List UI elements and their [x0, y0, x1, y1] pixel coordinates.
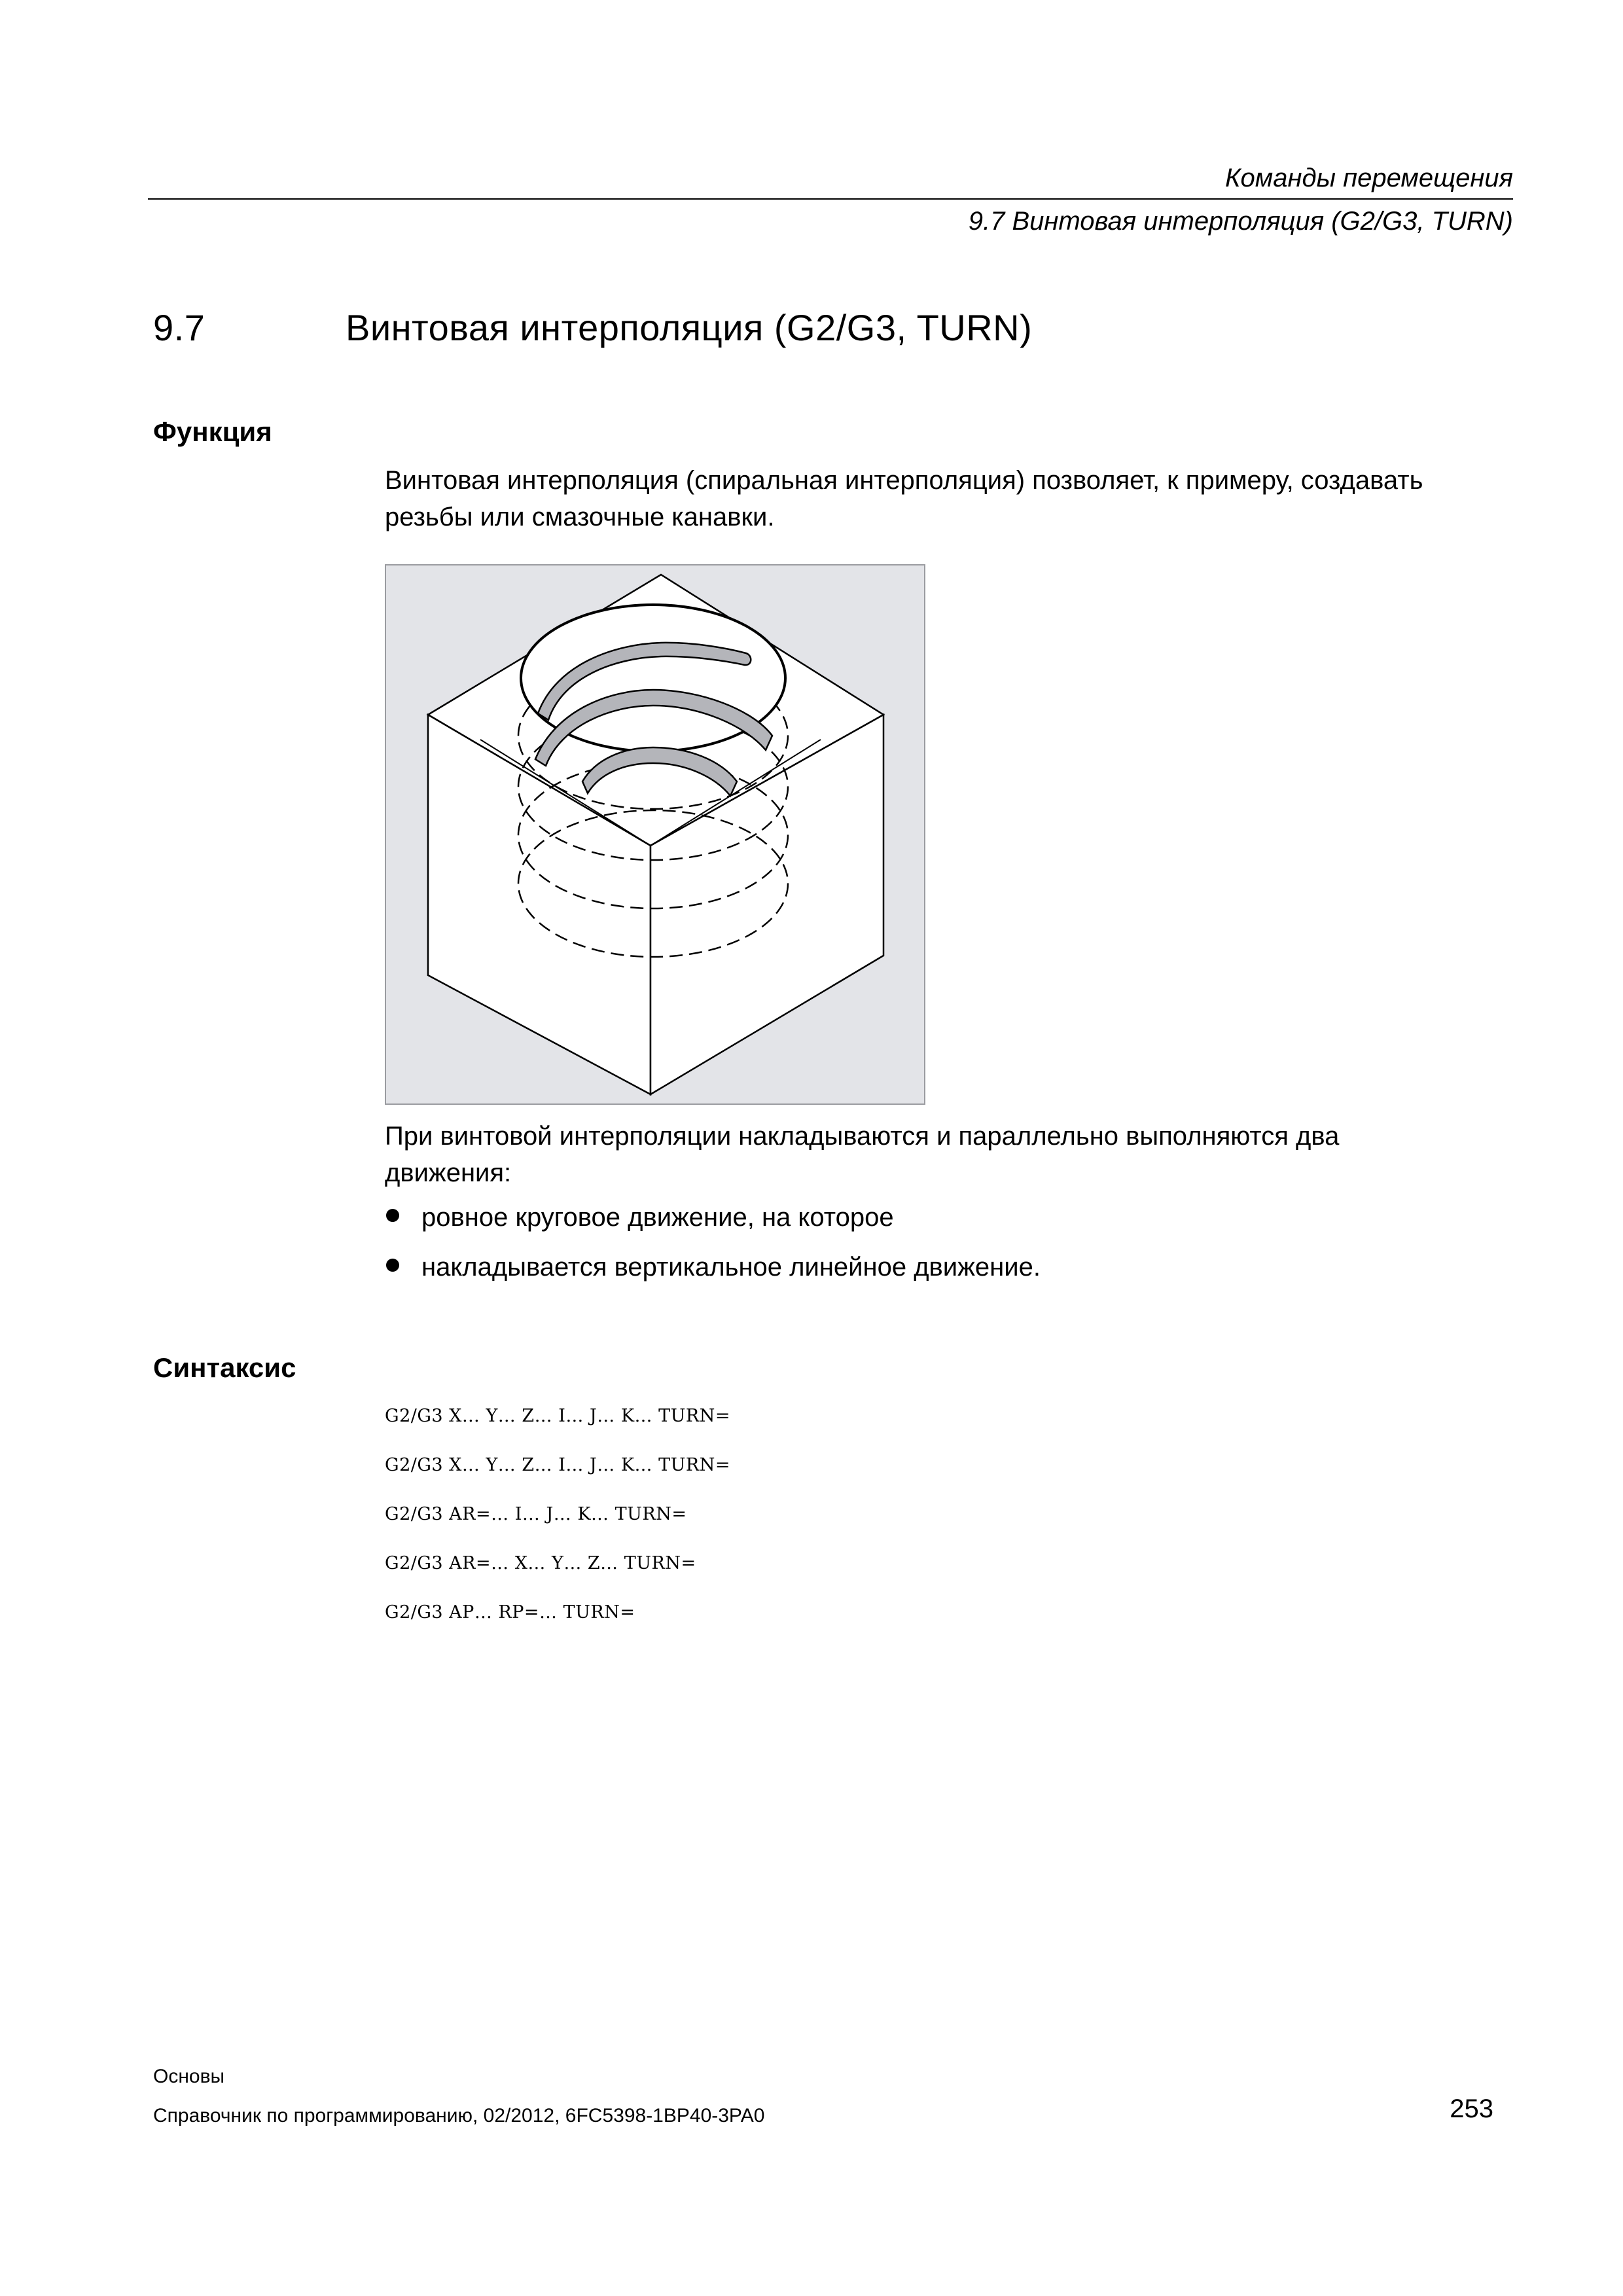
syntax-line: G2/G3 X… Y… Z… I… J… K… TURN= — [385, 1406, 730, 1426]
bullet-icon — [386, 1209, 399, 1222]
footer-doc-info: Справочник по программированию, 02/2012, 6FC5398-1BP40-3PA0 — [153, 2105, 765, 2126]
syntax-heading: Синтаксис — [153, 1352, 296, 1383]
list-item: накладывается вертикальное линейное движение. — [385, 1249, 1497, 1285]
function-heading: Функция — [153, 416, 272, 447]
footer-doc-type: Основы — [153, 2066, 225, 2087]
after-line-2: движения: — [385, 1158, 512, 1187]
syntax-line: G2/G3 AR=… I… J… K… TURN= — [385, 1504, 687, 1524]
section-title: Винтовая интерполяция (G2/G3, TURN) — [346, 307, 1033, 348]
function-intro — [385, 462, 1510, 535]
intro-line-2: резьбы или смазочные канавки. — [385, 503, 775, 531]
header-rule — [148, 198, 1513, 200]
section-number: 9.7 — [153, 307, 205, 348]
helix-figure — [385, 564, 925, 1105]
motion-list — [385, 1199, 1497, 1299]
syntax-line: G2/G3 AP… RP=… TURN= — [385, 1602, 635, 1623]
header-chapter: Команды перемещения — [1224, 164, 1513, 192]
intro-line-1: Винтовая интерполяция (спиральная интерполяция) позволяет, к примеру, создавать — [385, 466, 1423, 495]
page-number: 253 — [1450, 2094, 1493, 2123]
bullet-icon — [386, 1259, 399, 1272]
syntax-line: G2/G3 AR=… X… Y… Z… TURN= — [385, 1553, 696, 1573]
header-section: 9.7 Винтовая интерполяция (G2/G3, TURN) — [968, 207, 1513, 236]
function-description — [385, 1118, 1510, 1191]
syntax-line: G2/G3 X… Y… Z… I… J… K… TURN= — [385, 1455, 730, 1475]
helix-in-cube-diagram-icon — [386, 565, 924, 1103]
after-line-1: При винтовой интерполяции накладываются и параллельно выполняются два — [385, 1122, 1340, 1151]
list-item: ровное круговое движение, на которое — [385, 1199, 1497, 1236]
